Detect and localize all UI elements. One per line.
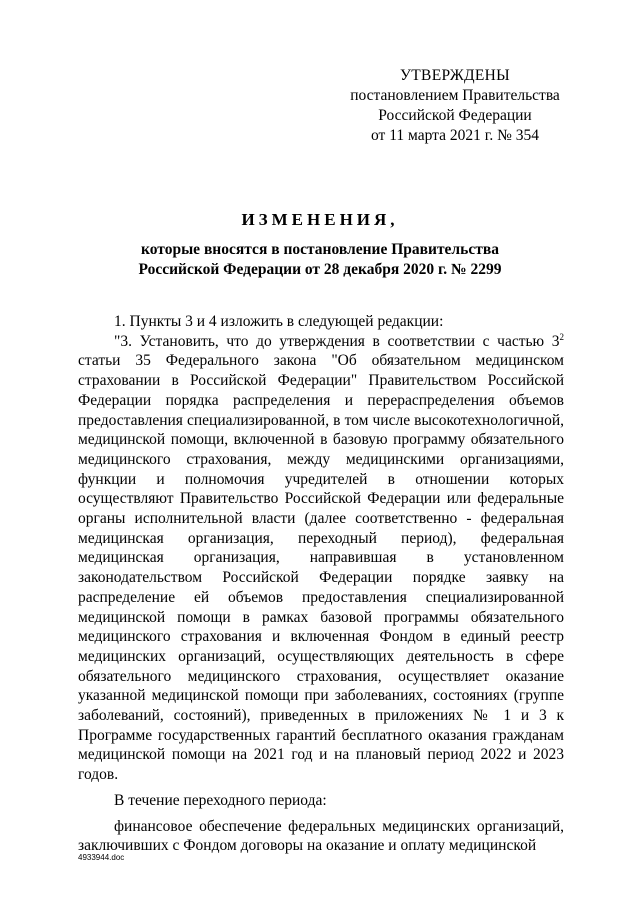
document-body — [78, 312, 564, 856]
paragraph-2 — [78, 332, 564, 785]
approval-block — [330, 66, 580, 146]
paragraph-2-start: "3. Установить, что до утверждения в соответствии с частью 3 — [114, 332, 560, 350]
document-title: ИЗМЕНЕНИЯ, — [241, 210, 399, 229]
subtitle-line-1: которые вносятся в постановление Правительства — [141, 241, 499, 258]
document-subtitle — [100, 240, 540, 280]
approved-heading: УТВЕРЖДЕНЫ — [400, 67, 510, 84]
approved-date-line: от 11 марта 2021 г. № 354 — [371, 127, 539, 144]
approved-authority-line: Российской Федерации — [378, 107, 532, 124]
superscript-2: 2 — [559, 331, 564, 342]
paragraph-1: 1. Пункты 3 и 4 изложить в следующей редакции: — [114, 313, 444, 330]
paragraph-3: В течение переходного периода: — [114, 791, 327, 809]
paragraph-4: финансовое обеспечение федеральных медицинских организаций, заключивших с Фондом договоры на оказание и оплату медицинской — [78, 817, 564, 855]
paragraph-2-rest: статьи 35 Федерального закона "Об обязательном медицинском страховании в Российской Федерации" Правительством Российской Федерации порядка распределения и перераспределения объемов предоставления специализированной, в том числе высокотехнологичной, медицинской помощи, включенной в базовую программу обязательного медицинского страхования, между медицинскими организациями, функции и полномочия учредителей в отношении которых осуществляют Правительство Российской Федерации или федеральные органы исполнительной власти (далее соответственно - федеральная медицинская организация, переходный период), федеральная медицинская организация, направившая в установленном законодательством Российской Федерации порядке заявку на распределение ей объемов предоставления специализированной медицинской помощи в рамках базовой программы обязательного медицинского страхования и включенная Фондом в единый реестр медицинских организаций, осуществляющих деятельность в сфере обязательного медицинского страхования, осуществляет оказание указанной медицинской помощи при заболеваниях, состояниях (группе заболеваний, состояний), приведенных в приложениях № 1 и 3 к Программе государственных гарантий бесплатного оказания гражданам медицинской помощи на 2021 год и на плановый период 2022 и 2023 годов. — [78, 352, 564, 784]
file-name-footer: 4933944.doc — [78, 853, 125, 862]
approved-by-line: постановлением Правительства — [350, 87, 560, 104]
subtitle-line-2: Российской Федерации от 28 декабря 2020 г. № 2299 — [138, 261, 502, 278]
